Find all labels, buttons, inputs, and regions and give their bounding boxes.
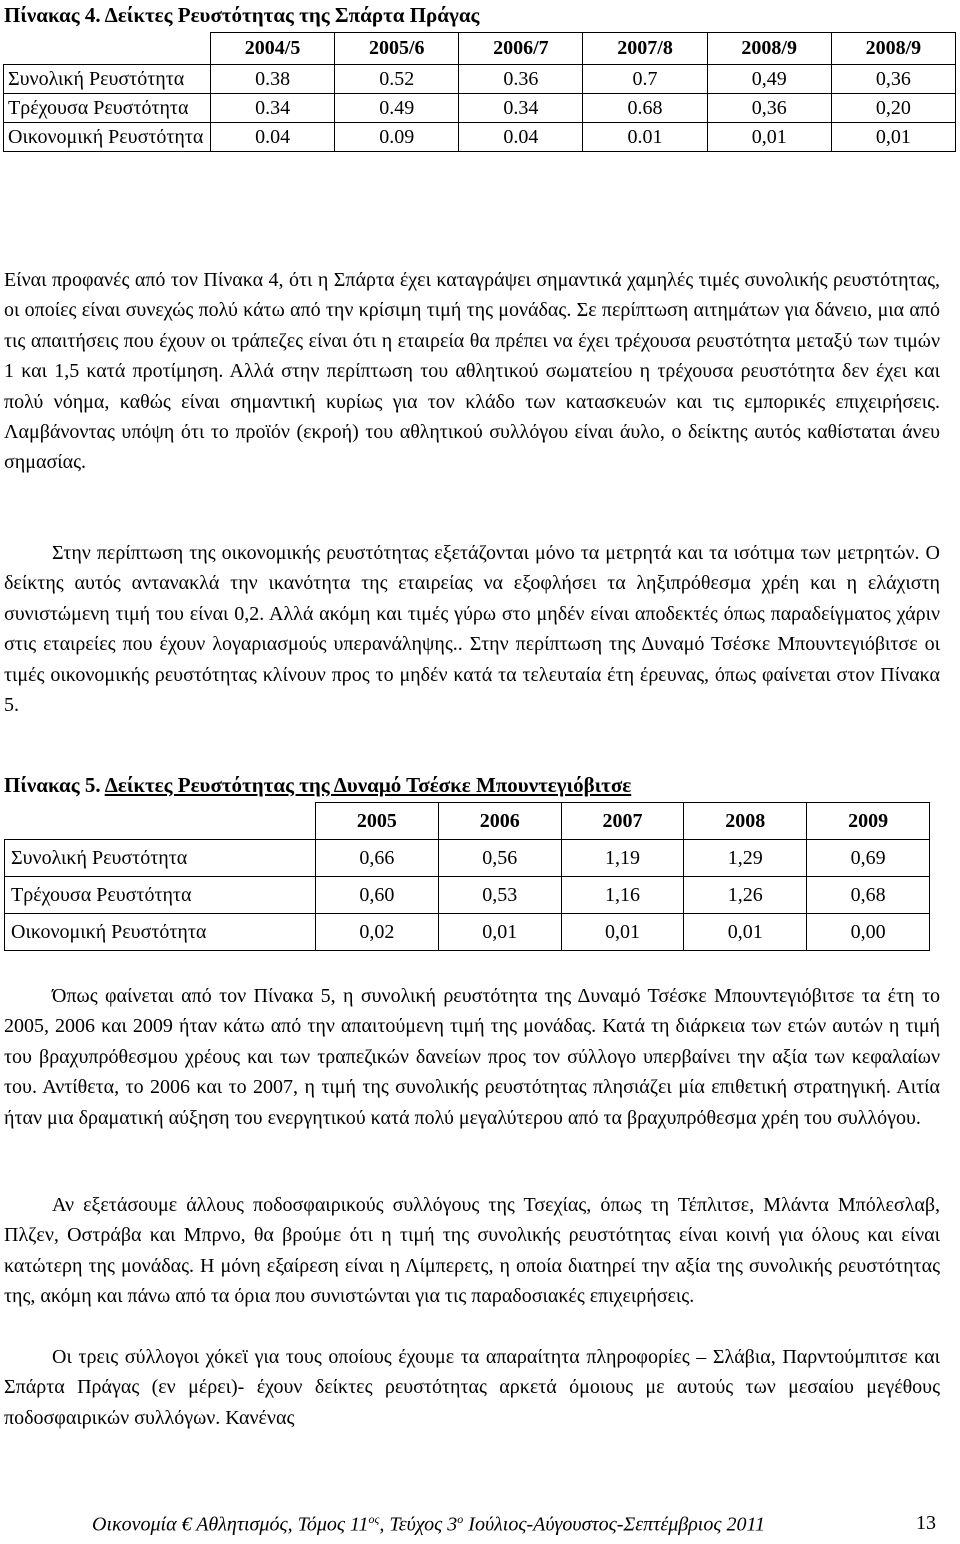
table4-cell: 0.04 <box>459 123 583 152</box>
paragraph: Στην περίπτωση της οικονομικής ρευστότητας εξετάζονται μόνο τα μετρητά και τα ισότιμα των μετρητών. Ο δείκτης αυτός αντανακλά την ικανότητα της εταιρείας να εξοφλήσει τα ληξιπρόθεσμα χρέη και η ελάχιστη συνιστώμενη τιμή του είναι 0,2. Αλλά ακόμη και τιμές γύρω στο μηδέν είναι αποδεκτές όπως παραδείγματος χάριν στις εταιρείες που έχουν λογαριασμούς υπερανάληψης.. Στην περίπτωση της Δυναμό Τσέσκε Μπουντεγιόβιτσε οι τιμές οικονομικής ρευστότητας κλίνουν προς το μηδέν κατά τα τελευταία έτη έρευνας, όπως φαίνεται στον Πίνακα 5. <box>4 542 940 717</box>
table4-corner <box>4 33 211 65</box>
table4-header: 2005/6 <box>335 33 459 65</box>
table5-header: 2008 <box>684 803 807 840</box>
table4-caption: Πίνακας 4. Δείκτες Ρευστότητας της Σπάρτα Πράγας <box>4 3 480 27</box>
table5-header: 2006 <box>438 803 561 840</box>
table5-cell: 0,69 <box>807 840 930 877</box>
table4-header: 2008/9 <box>707 33 831 65</box>
paragraph: Αν εξετάσουμε άλλους ποδοσφαιρικούς συλλόγους της Τσεχίας, όπως τη Τέπλιτσε, Μλάντα Μπόλεσλαβ, Πλζεν, Οστράβα και Μπρνο, θα βρούμε ότι η τιμή της συνολικής ρευστότητας είναι κοινή για όλους και είναι κατώτερη της μονάδας. Η μόνη εξαίρεση είναι η Λίμπερετς, η οποία διατηρεί την αξία της συνολικής ρευστότητας της, ακόμη και πάνω από τα όρια που συνιστώνται για τις παραδοσιακές επιχειρήσεις. <box>4 1194 940 1308</box>
table5-corner <box>5 803 316 840</box>
table4-cell: 0.34 <box>459 94 583 123</box>
table5-caption-prefix: Πίνακας 5. <box>4 773 105 797</box>
table5-header: 2007 <box>561 803 684 840</box>
page-number: 13 <box>916 1512 936 1534</box>
paragraph: Όπως φαίνεται από τον Πίνακα 5, η συνολική ρευστότητα της Δυναμό Τσέσκε Μπουντεγιόβιτσε τα έτη το 2005, 2006 και 2009 ήταν κάτω από την απαιτούμενη τιμή της μονάδας. Κατά τη διάρκεια των ετών αυτών η τιμή του βραχυπρόθεσμου χρέους και των τραπεζικών δανείων προς τον σύλλογο υπερβαίνει την αξία των κεφαλαίων του. Αντίθετα, το 2006 και το 2007, η τιμή της συνολικής ρευστότητας πλησιάζει μία επιθετική στρατηγική. Αιτία ήταν μια δραματική αύξηση του ενεργητικού κατά πολύ μεγαλύτερου από τα βραχυπρόθεσμα χρέη του συλλόγου. <box>4 985 940 1129</box>
table5-cell: 1,19 <box>561 840 684 877</box>
table5-cell: 0,68 <box>807 877 930 914</box>
table4-cell: 0.04 <box>211 123 335 152</box>
table4-cell: 0.09 <box>335 123 459 152</box>
table4-cell: 0,01 <box>831 123 955 152</box>
table5-row-label: Οικονομική Ρευστότητα <box>5 914 316 951</box>
footer-sup-volume: ος <box>368 1512 380 1526</box>
table5-caption-title: Δείκτες Ρευστότητας της Δυναμό Τσέσκε Μπουντεγιόβιτσε <box>104 773 632 797</box>
table-row <box>4 65 956 94</box>
footer-issue: , Τεύχος 3 <box>379 1513 458 1536</box>
table5-row-label: Τρέχουσα Ρευστότητα <box>5 877 316 914</box>
table-row <box>5 877 930 914</box>
table5-header: 2005 <box>316 803 439 840</box>
table5-header-row <box>5 803 930 840</box>
table4 <box>3 32 956 152</box>
table5-cell: 1,26 <box>684 877 807 914</box>
table5-cell: 0,00 <box>807 914 930 951</box>
footer-date: Ιούλιος-Αύγουστος-Σεπτέμβριος 2011 <box>463 1513 765 1536</box>
table-row <box>5 914 930 951</box>
paragraph: Οι τρεις σύλλογοι χόκεϊ για τους οποίους έχουμε τα απαραίτητα πληροφορίες – Σλάβια, Παρντούμπιτσε και Σπάρτα Πράγας (εν μέρει)- έχουν δείκτες ρευστότητας αρκετά όμοιους με αυτούς των μεσαίου μεγέθους ποδοσφαιρικών συλλόγων. Κανένας <box>4 1346 940 1429</box>
running-footer <box>92 1512 765 1537</box>
table5-caption <box>4 772 631 798</box>
table4-cell: 0,36 <box>707 94 831 123</box>
table4-cell: 0,01 <box>707 123 831 152</box>
table5-cell: 0,66 <box>316 840 439 877</box>
table4-header: 2006/7 <box>459 33 583 65</box>
table4-cell: 0.49 <box>335 94 459 123</box>
table4-cell: 0,49 <box>707 65 831 94</box>
table4-cell: 0.36 <box>459 65 583 94</box>
table5-cell: 0,01 <box>438 914 561 951</box>
table4-cell: 0,36 <box>831 65 955 94</box>
footer-sup-issue: ο <box>457 1512 464 1526</box>
table4-cell: 0.34 <box>211 94 335 123</box>
table5-cell: 1,29 <box>684 840 807 877</box>
table4-header: 2007/8 <box>583 33 707 65</box>
table4-cell: 0.68 <box>583 94 707 123</box>
table4-cell: 0.7 <box>583 65 707 94</box>
table4-cell: 0.38 <box>211 65 335 94</box>
table5-row-label: Συνολική Ρευστότητα <box>5 840 316 877</box>
table4-header: 2008/9 <box>831 33 955 65</box>
table5-cell: 0,01 <box>684 914 807 951</box>
paragraph: Είναι προφανές από τον Πίνακα 4, ότι η Σπάρτα έχει καταγράψει σημαντικά χαμηλές τιμές συνολικής ρευστότητας, οι οποίες είναι συνεχώς πολύ κάτω από την κρίσιμη τιμή της μονάδας. Σε περίπτωση αιτημάτων για δάνειο, μια από τις απαιτήσεις που έχουν οι τράπεζες είναι ότι η εταιρεία θα πρέπει να έχει τρέχουσα ρευστότητα μεταξύ των τιμών 1 και 1,5 κατά προτίμηση. Αλλά στην περίπτωση του αθλητικού σωματείου η τρέχουσα ρευστότητα δεν έχει και πολύ νόημα, καθώς είναι σημαντική κυρίως για τον κλάδο των κατασκευών και τις εμπορικές επιχειρήσεις. Λαμβάνοντας υπόψη ότι το προϊόν (εκροή) του αθλητικού συλλόγου είναι άυλο, ο δείκτης αυτός καθίσταται άνευ σημασίας. <box>4 269 940 474</box>
table4-header-row <box>4 33 956 65</box>
footer-journal: Οικονομία € Αθλητισμός, Τόμος 11 <box>92 1513 369 1536</box>
table5-cell: 0,53 <box>438 877 561 914</box>
table5-cell: 0,02 <box>316 914 439 951</box>
table5-header: 2009 <box>807 803 930 840</box>
table4-cell: 0.01 <box>583 123 707 152</box>
table5-cell: 0,60 <box>316 877 439 914</box>
table5-cell: 0,56 <box>438 840 561 877</box>
table5-cell: 0,01 <box>561 914 684 951</box>
table4-cell: 0,20 <box>831 94 955 123</box>
table5-cell: 1,16 <box>561 877 684 914</box>
table4-row-label: Συνολική Ρευστότητα <box>4 65 211 94</box>
table4-row-label: Τρέχουσα Ρευστότητα <box>4 94 211 123</box>
table-row <box>4 123 956 152</box>
table4-header: 2004/5 <box>211 33 335 65</box>
table4-cell: 0.52 <box>335 65 459 94</box>
table-row <box>5 840 930 877</box>
table-row <box>4 94 956 123</box>
table5 <box>4 802 930 951</box>
table4-row-label: Οικονομική Ρευστότητα <box>4 123 211 152</box>
